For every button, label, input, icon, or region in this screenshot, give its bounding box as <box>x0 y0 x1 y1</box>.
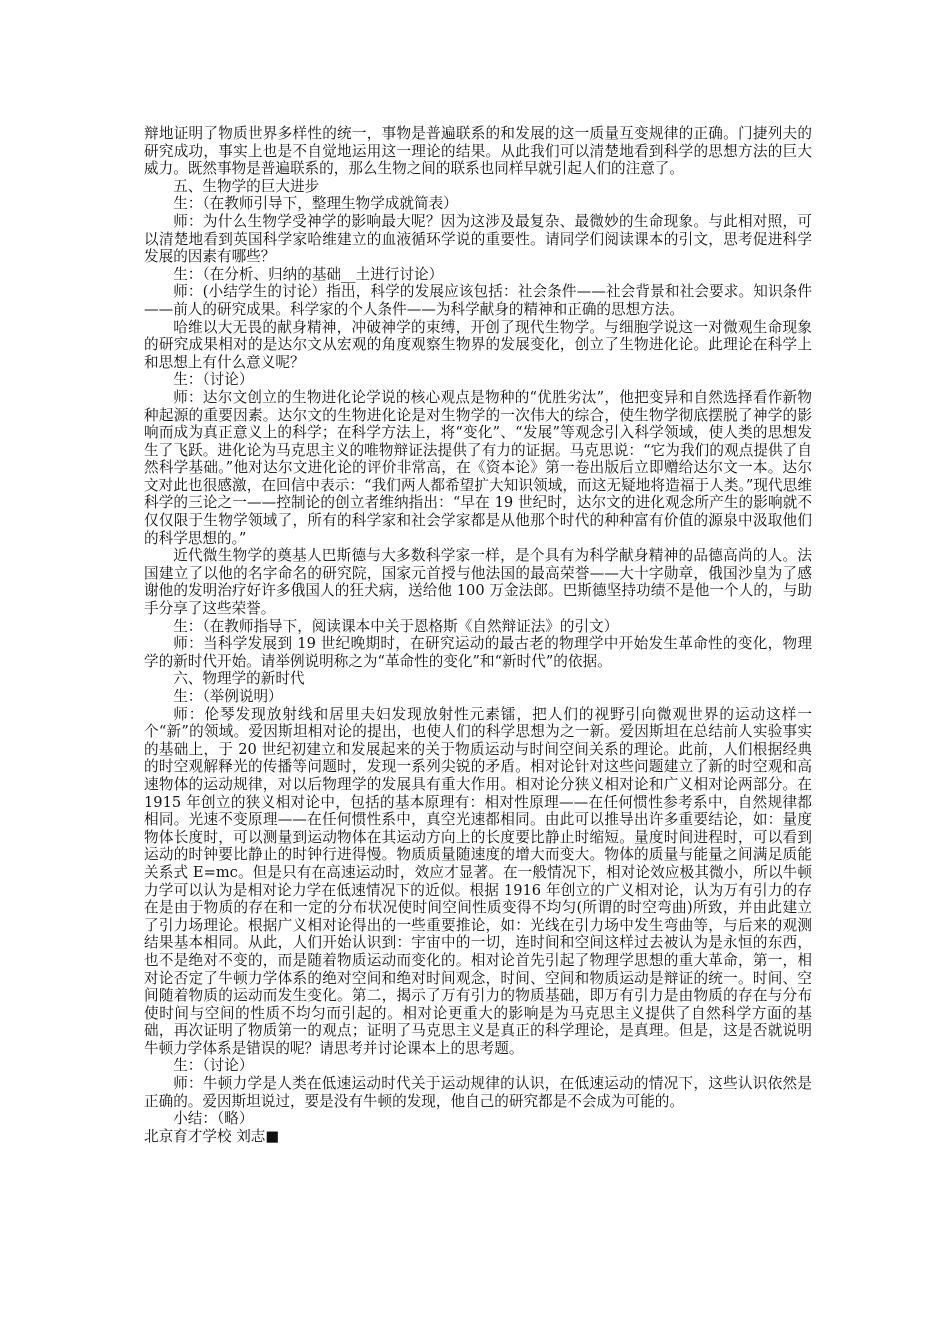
paragraph-teacher-1: 师：为什么生物学受神学的影响最大呢？因为这涉及最复杂、最微妙的生命现象。与此相对照，可以清楚地看到英国科学家哈维建立的血液循环学说的重要性。请同学们阅读课本的引文，思考促进科学发展的因素有哪些？ <box>144 212 812 266</box>
paragraph-summary: 小结：（略） <box>173 1110 254 1128</box>
paragraph-pasteur: 近代微生物学的奠基人巴斯德与大多数科学家一样，是个具有为科学献身精神的品德高尚的人。法国建立了以他的名字命名的研究院，国家元首授与他法国的最高荣誉——大十字勋章，俄国沙皇为了感谢他的发明治疗好许多俄国人的狂犬病，送给他 100 万金法郎。巴斯德坚持功绩不是他一个人的，与助手分享了这些荣誉。 <box>144 547 812 618</box>
paragraph-intro-continuation: 辩地证明了物质世界多样性的统一，事物是普遍联系的和发展的这一质量互变规律的正确。门捷列夫的研究成功，事实上也是不自觉地运用这一理论的结果。从此我们可以清楚地看到科学的思想方法的巨大威力。既然事物是普遍联系的，那么生物之间的联系也同样早就引起人们的注意了。 <box>144 125 812 178</box>
document-body <box>144 125 812 1145</box>
author-signature: 北京育才学校 刘志■ <box>144 1127 280 1145</box>
section-heading-biology: 五、生物学的巨大进步 <box>173 177 320 195</box>
paragraph-teacher-newton: 师：牛顿力学是人类在低速运动时代关于运动规律的认识，在低速运动的情况下，这些认识依然是正确的。爱因斯坦说过，要是没有牛顿的发现，他自己的研究都是不会成为可能的。 <box>144 1075 812 1110</box>
section-heading-physics: 六、物理学的新时代 <box>173 670 305 688</box>
paragraph-teacher-relativity: 师：伦琴发现放射线和居里夫妇发现放射性元素镭，把人们的视野引向微观世界的运动这样一个“新”的领域。爱因斯坦相对论的提出，也使人们的科学思想为之一新。爱因斯坦在总结前人实验事实的基础上，于 20 世纪初建立和发展起来的关于物质运动与时间空间关系的理论。此前，人们根据经典的时空观解释光的传播等问题时，发现一系列尖锐的矛盾。相对论针对这些问题建立了新的时空观和高速物体的运动规律，对以后物理学的发展具有重大作用。相对论分狭义相对论和广义相对论两部分。在 1915 年创立的狭义相对论中，包括的基本原理有：相对性原理——在任何惯性参考系中，自然规律都相同。光速不变原理——在任何惯性系中，真空光速都相同。由此可以推导出许多重要结论，如：量度物体长度时，可以测量到运动物体在其运动方向上的长度要比静止时缩短。量度时间进程时，可以看到运动的时钟要比静止的时钟行进得慢。物质质量随速度的增大而变大。物体的质量与能量之间满足质能关系式 E=mc。但是只有在高速运动时，效应才显著。在一般情况下，相对论效应极其微小，所以牛顿力学可以认为是相对论力学在低速情况下的近似。根据 1916 年创立的广义相对论，认为万有引力的存在是由于物质的存在和一定的分布状况使时间空间性质变得不均匀(所谓的时空弯曲)所致，并由此建立了引力场理论。根据广义相对论得出的一些重要推论，如：光线在引力场中发生弯曲等，与后来的观测结果基本相同。从此，人们开始认识到：宇宙中的一切，连时间和空间这样过去被认为是永恒的东西，也不是绝对不变的，而是随着物质运动而变化的。相对论首先引起了物理学思想的重大革命，第一，相对论否定了牛顿力学体系的绝对空间和绝对时间观念，时间、空间和物质运动是辩证的统一。时间、空间随着物质的运动而发生变化。第二，揭示了万有引力的物质基础，即万有引力是由物质的存在与分布使时间与空间的性质不均匀而引起的。相对论更重大的影响是为马克思主义提供了自然科学方面的基础，再次证明了物质第一的观点；证明了马克思主义是真正的科学理论，是真理。但是，这是否就说明牛顿力学体系是错误的呢？请思考并讨论课本上的思考题。 <box>144 705 812 1057</box>
paragraph-teacher-2: 师：(小结学生的讨论）指出，科学的发展应该包括：社会条件——社会背景和社会要求。知识条件——前人的研究成果。科学家的个人条件——为科学献身的精神和正确的思想方法。 <box>144 283 812 318</box>
paragraph-teacher-physics: 师：当科学发展到 19 世纪晚期时，在研究运动的最古老的物理学中开始发生革命性的变化，物理学的新时代开始。请举例说明称之为“革命性的变化”和“新时代”的依据。 <box>144 635 812 670</box>
paragraph-student-4: 生：（在教师指导下，阅读课本中关于恩格斯《自然辩证法》的引文） <box>173 617 619 635</box>
paragraph-harvey: 哈维以大无畏的献身精神，冲破神学的束缚，开创了现代生物学。与细胞学说这一对微观生命现象的研究成果相对的是达尔文从宏观的角度观察生物界的发展变化，创立了生物进化论。此理论在科学上和思想上有什么意义呢？ <box>144 318 812 371</box>
paragraph-teacher-darwin: 师：达尔文创立的生物进化论学说的核心观点是物种的“优胜劣汰”，他把变异和自然选择看作新物种起源的重要因素。达尔文的生物进化论是对生物学的一次伟大的综合，使生物学彻底摆脱了神学的影响而成为真正意义上的科学；在科学方法上，将“变化”、“发展”等观念引入科学领域，使人类的思想发生了飞跃。进化论为马克思主义的唯物辩证法提供了有力的证据。马克思说：“它为我们的观点提供了自然科学基础。”他对达尔文进化论的评价非常高，在《资本论》第一卷出版后立即赠给达尔文一本。达尔文对此也很感激，在回信中表示：“我们两人都希望扩大知识领域，而这无疑地将造福于人类。”现代思维科学的三论之一——控制论的创立者维纳指出：“早在 19 世纪时，达尔文的进化观念所产生的影响就不仅仅限于生物学领域了，所有的科学家和社会学家都是从他那个时代的种种富有价值的源泉中汲取他们的科学思想的。” <box>144 388 812 547</box>
paragraph-student-5: 生：（举例说明） <box>173 688 283 705</box>
paragraph-student-6: 生：（讨论） <box>173 1057 254 1075</box>
paragraph-student-2: 生：（在分析、归纳的基础__土进行讨论） <box>173 265 444 283</box>
paragraph-student-1: 生：（在教师引导下，整理生物学成就简表） <box>173 195 458 213</box>
paragraph-student-3: 生：（讨论） <box>173 371 254 389</box>
